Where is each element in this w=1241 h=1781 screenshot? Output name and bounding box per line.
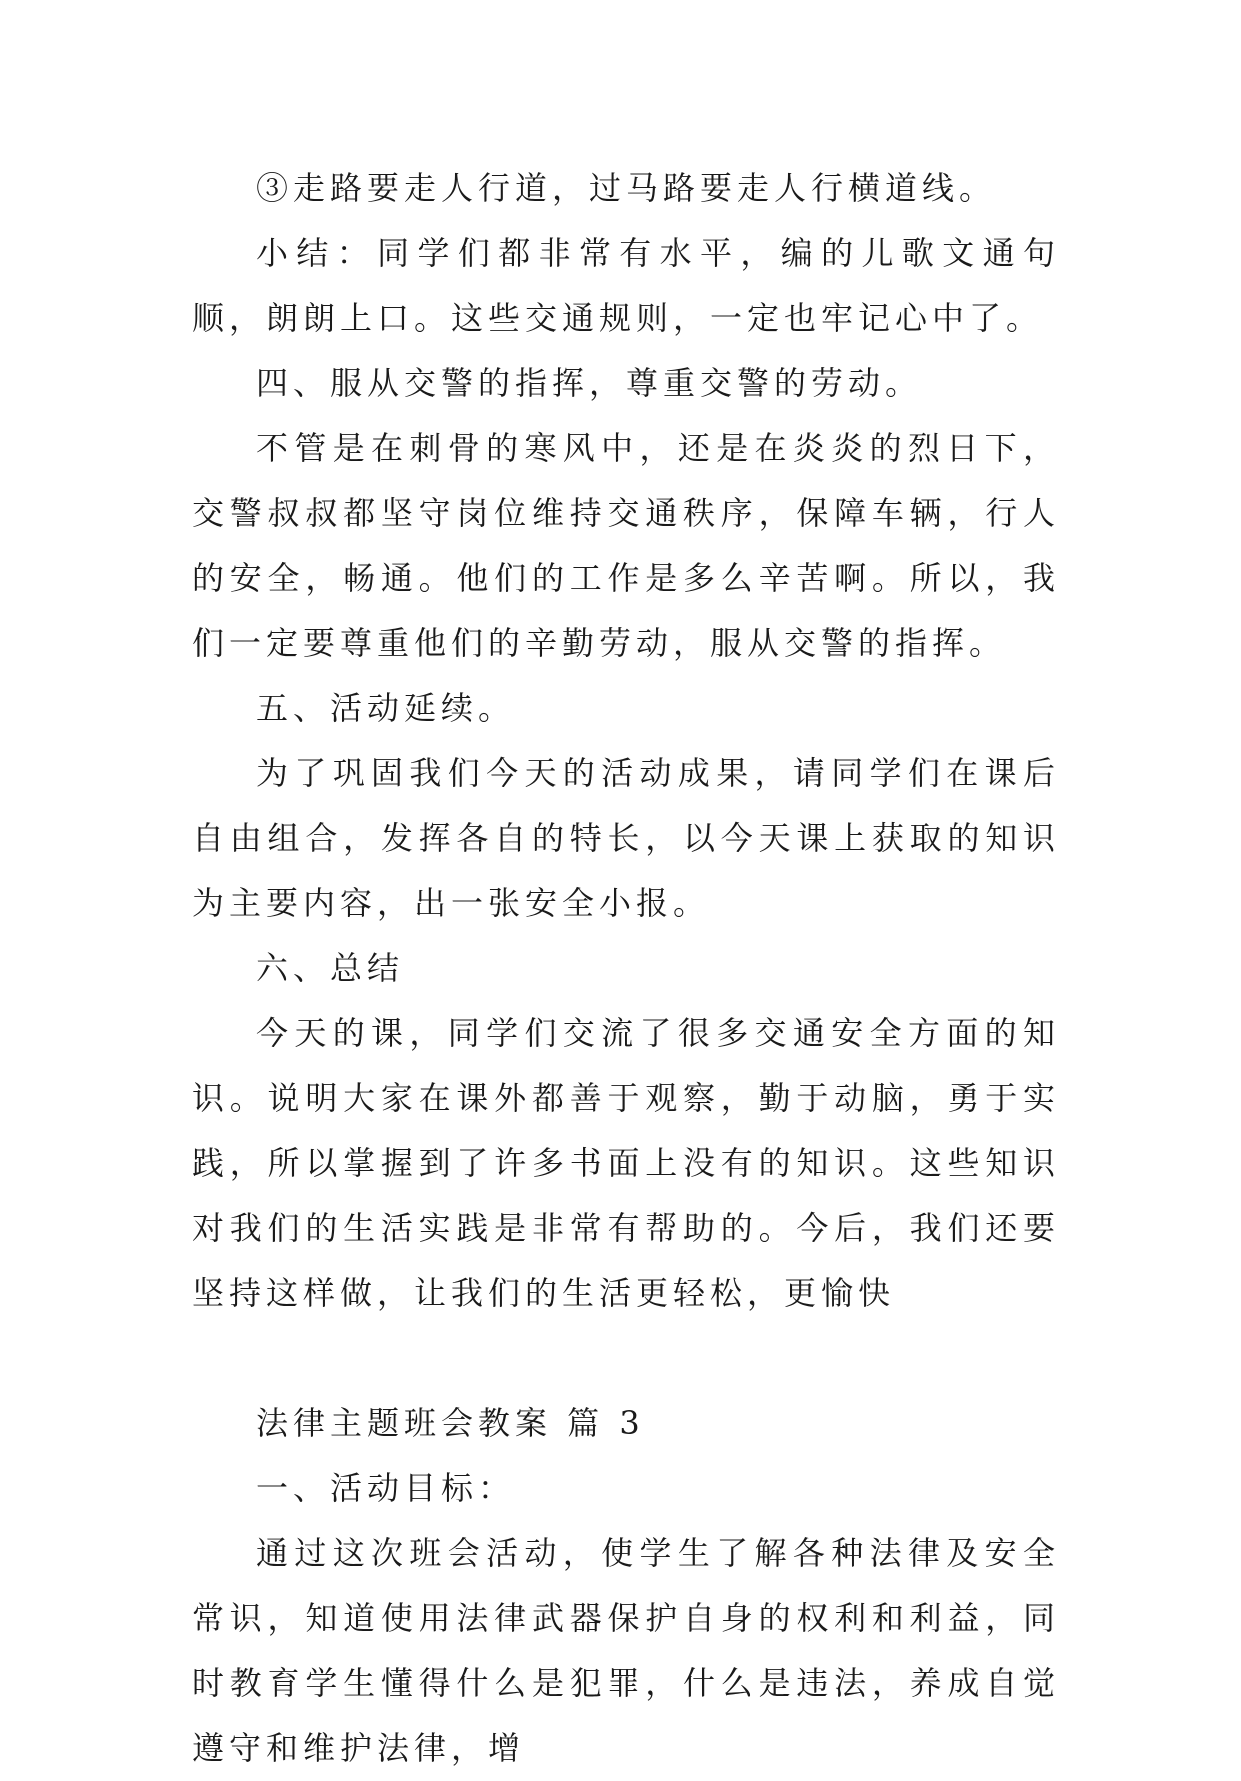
heading-activity-goals: 一、活动目标： — [256, 1469, 516, 1507]
document-body — [192, 156, 1060, 1781]
section-gap — [192, 1326, 1060, 1391]
heading-section-five: 五、活动延续。 — [256, 689, 516, 727]
section-heading: 法律主题班会教案 篇 3 — [256, 1404, 645, 1442]
paragraph-walking-rule: ③走路要走人行道，过马路要走人行横道线。 — [256, 169, 997, 207]
heading-section-four: 四、服从交警的指挥，尊重交警的劳动。 — [256, 364, 923, 402]
paragraph-activity-extension: 为了巩固我们今天的活动成果，请同学们在课后自由组合，发挥各自的特长，以今天课上获取的知识为主要内容，出一张安全小报。 — [192, 754, 1060, 922]
heading-section-six: 六、总结 — [256, 949, 405, 987]
paragraph-goals-body: 通过这次班会活动，使学生了解各种法律及安全常识，知道使用法律武器保护自身的权利和利益，同时教育学生懂得什么是犯罪，什么是违法，养成自觉遵守和维护法律，增 — [192, 1534, 1060, 1767]
paragraph-conclusion: 今天的课，同学们交流了很多交通安全方面的知识。说明大家在课外都善于观察，勤于动脑，勇于实践，所以掌握到了许多书面上没有的知识。这些知识对我们的生活实践是非常有帮助的。今后，我们还要坚持这样做，让我们的生活更轻松，更愉快 — [192, 1014, 1060, 1312]
paragraph-traffic-police: 不管是在刺骨的寒风中，还是在炎炎的烈日下，交警叔叔都坚守岗位维持交通秩序，保障车辆，行人的安全，畅通。他们的工作是多么辛苦啊。所以，我们一定要尊重他们的辛勤劳动，服从交警的指挥。 — [192, 429, 1060, 662]
paragraph-summary: 小结：同学们都非常有水平，编的儿歌文通句顺，朗朗上口。这些交通规则，一定也牢记心中了。 — [192, 234, 1060, 337]
